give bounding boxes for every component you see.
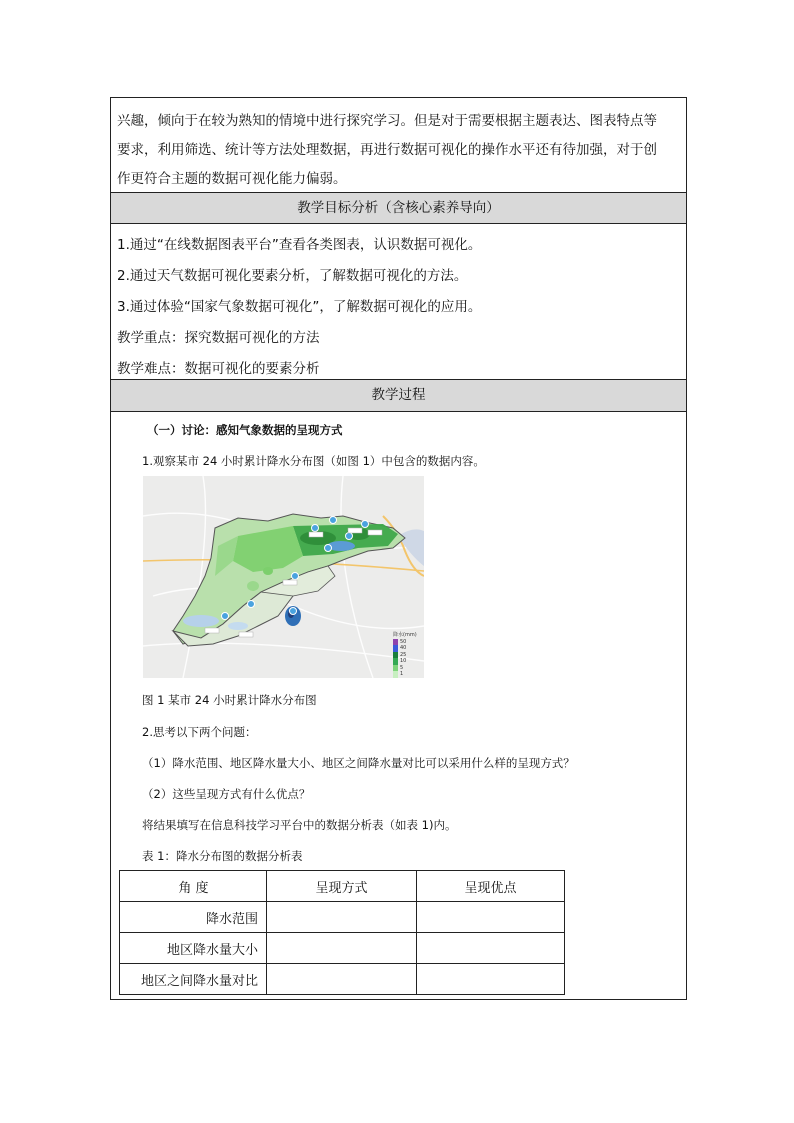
instruction-text: 将结果填写在信息科技学习平台中的数据分析表（如表 1)内。 xyxy=(142,818,457,832)
intro-line-3: 作更符合主题的数据可视化能力偏弱。 xyxy=(117,171,347,187)
section1-title: （一）讨论：感知气象数据的呈现方式 xyxy=(147,423,343,437)
intro-line-2: 要求，利用筛选、统计等方法处理数据，再进行数据可视化的操作水平还有待加强，对于创 xyxy=(117,142,657,158)
lesson-plan-table xyxy=(110,97,687,1000)
difficult-point: 教学难点：数据可视化的要素分析 xyxy=(117,361,320,377)
table-cell-method[interactable] xyxy=(267,964,417,995)
legend-value: 40 xyxy=(400,645,407,651)
table-row xyxy=(120,902,565,933)
row-divider xyxy=(111,411,686,412)
table-caption: 表 1：降水分布图的数据分析表 xyxy=(142,849,303,863)
question-2: （2）这些呈现方式有什么优点？ xyxy=(142,787,311,801)
table-cell-aspect: 地区之间降水量对比 xyxy=(120,964,267,995)
key-point: 教学重点：探究数据可视化的方法 xyxy=(117,330,320,346)
table-header-row xyxy=(120,871,565,902)
goal-1: 1.通过“在线数据图表平台”查看各类图表，认识数据可视化。 xyxy=(117,237,482,253)
legend-swatch xyxy=(393,671,398,678)
intro-line-1: 兴趣，倾向于在较为熟知的情境中进行探究学习。但是对于需要根据主题表达、图表特点等 xyxy=(117,113,657,129)
table-cell-aspect: 降水范围 xyxy=(120,902,267,933)
row-divider xyxy=(111,223,686,224)
goal-2: 2.通过天气数据可视化要素分析，了解数据可视化的方法。 xyxy=(117,268,468,284)
table-cell-method[interactable] xyxy=(267,933,417,964)
rainfall-map-graphic xyxy=(143,476,424,678)
legend-value: 1 xyxy=(400,671,404,677)
step1-text: 1.观察某市 24 小时累计降水分布图（如图 1）中包含的数据内容。 xyxy=(142,454,485,468)
figure-caption: 图 1 某市 24 小时累计降水分布图 xyxy=(142,693,317,707)
table-cell-advantage[interactable] xyxy=(417,933,565,964)
table-cell-advantage[interactable] xyxy=(417,964,565,995)
table-cell-advantage[interactable] xyxy=(417,902,565,933)
legend-title: 降水(mm) xyxy=(393,632,417,638)
legend-value: 25 xyxy=(400,651,407,658)
table-header-cell: 呈现优点 xyxy=(417,871,565,902)
table-row xyxy=(120,964,565,995)
legend-value: 5 xyxy=(400,664,404,671)
table-row xyxy=(120,933,565,964)
table-cell-method[interactable] xyxy=(267,902,417,933)
table-header-cell: 角 度 xyxy=(120,871,267,902)
legend-value: 50 xyxy=(400,638,407,645)
goals-header: 教学目标分析（含核心素养导向） xyxy=(111,193,686,223)
table-cell-aspect: 地区降水量大小 xyxy=(120,933,267,964)
step2-text: 2.思考以下两个问题： xyxy=(142,725,257,739)
question-1: （1）降水范围、地区降水量大小、地区之间降水量对比可以采用什么样的呈现方式？ xyxy=(142,756,575,770)
data-analysis-table xyxy=(119,870,565,995)
goal-3: 3.通过体验“国家气象数据可视化”，了解数据可视化的应用。 xyxy=(117,299,482,315)
rainfall-map-image xyxy=(143,476,424,678)
map-legend xyxy=(393,632,421,678)
table-header-cell: 呈现方式 xyxy=(267,871,417,902)
process-header: 教学过程 xyxy=(111,380,686,411)
legend-value: 10 xyxy=(400,658,407,664)
